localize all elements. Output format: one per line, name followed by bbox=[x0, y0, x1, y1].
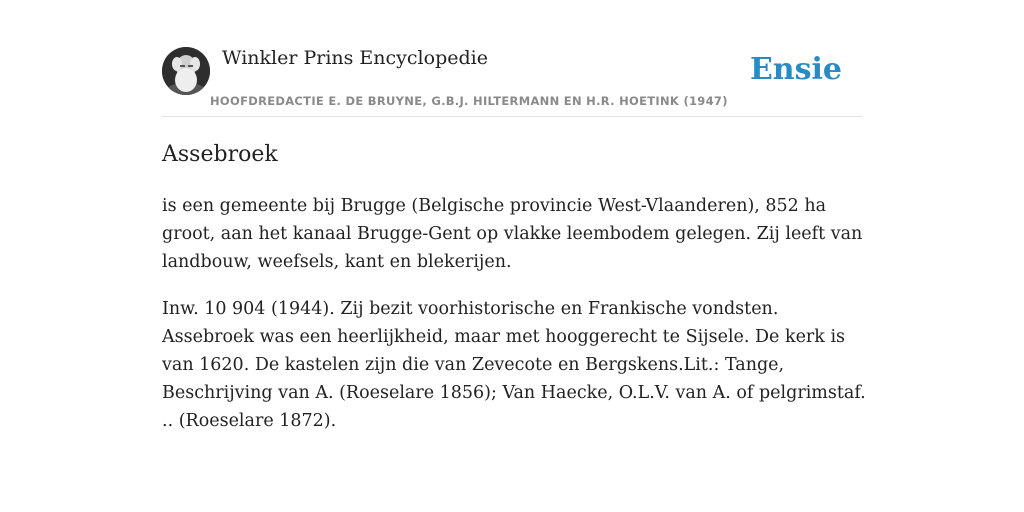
article-body bbox=[162, 192, 867, 454]
ensie-logo-link[interactable]: Ensie bbox=[749, 52, 842, 87]
article-paragraph: Inw. 10 904 (1944). Zij bezit voorhistorische en Frankische vondsten. Assebroek was een heerlijkheid, maar met hooggerecht te Sijsele. De kerk is van 1620. De kastelen zijn die van Zevecote en Bergskens.Lit.: Tange, Beschrijving van A. (Roeselare 1856); Van Haecke, O.L.V. van A. of pelgrimstaf. .. (Roeselare 1872). bbox=[162, 299, 866, 431]
site-header bbox=[162, 46, 862, 117]
author-portrait-avatar bbox=[162, 47, 210, 95]
encyclopedia-title[interactable]: Winkler Prins Encyclopedie bbox=[222, 47, 488, 69]
article-title: Assebroek bbox=[162, 142, 278, 167]
editors-credit: HOOFDREDACTIE E. DE BRUYNE, G.B.J. HILTERMANN EN H.R. HOETINK (1947) bbox=[210, 94, 728, 108]
article-paragraph: is een gemeente bij Brugge (Belgische provincie West-Vlaanderen), 852 ha groot, aan het kanaal Brugge-Gent op vlakke leembodem gelegen. Zij leeft van landbouw, weefsels, kant en blekerijen. bbox=[162, 196, 863, 272]
